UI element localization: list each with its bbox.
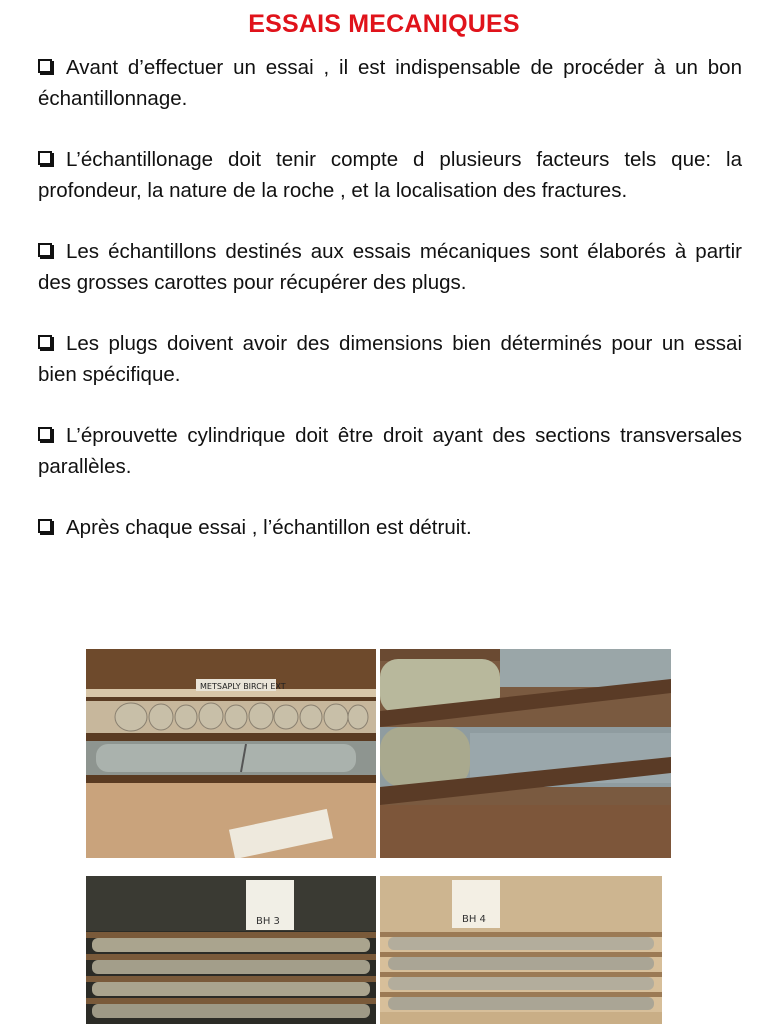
bullet-item: L’éprouvette cylindrique doit être droit ayant des sections transversales parallèles. (38, 424, 742, 478)
core-box-photo-1 (86, 649, 376, 858)
checkbox-bullet-icon (38, 151, 52, 165)
bullet-item: Avant d’effectuer un essai , il est indispensable de procéder à un bon échantillonnage. (38, 56, 742, 110)
checkbox-bullet-icon (38, 59, 52, 73)
box-label-text: METSAPLY BIRCH EXT (200, 682, 286, 691)
core-box-photo-2 (380, 649, 671, 858)
bullet-item: Les plugs doivent avoir des dimensions bien déterminés pour un essai bien spécifique. (38, 332, 742, 386)
bullet-item: Les échantillons destinés aux essais mécaniques sont élaborés à partir des grosses carottes pour récupérer des plugs. (38, 240, 742, 294)
checkbox-bullet-icon (38, 243, 52, 257)
page-title: ESSAIS MECANIQUES (248, 10, 520, 38)
box-label-text: BH 3 (256, 916, 280, 927)
core-box-photo-4 (380, 876, 662, 1024)
core-box-photo-3 (86, 876, 376, 1024)
bullet-item: Après chaque essai , l’échantillon est détruit. (38, 512, 742, 543)
checkbox-bullet-icon (38, 519, 52, 533)
checkbox-bullet-icon (38, 427, 52, 441)
checkbox-bullet-icon (38, 335, 52, 349)
bullet-item: L’échantillonage doit tenir compte d plusieurs facteurs tels que: la profondeur, la nature de la roche , et la localisation des fractures. (38, 148, 742, 202)
bullet-list (38, 52, 742, 573)
box-label-text: BH 4 (462, 914, 486, 925)
